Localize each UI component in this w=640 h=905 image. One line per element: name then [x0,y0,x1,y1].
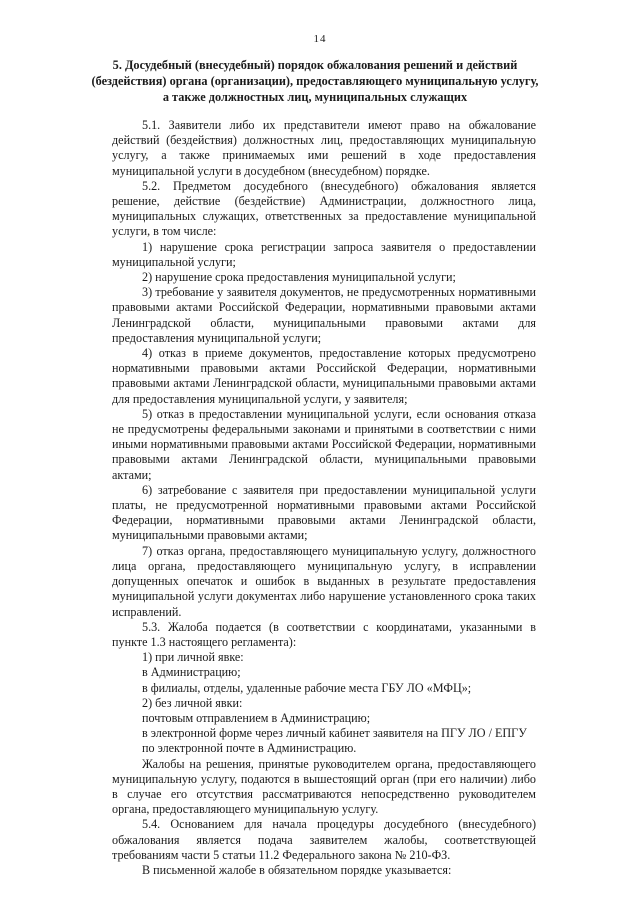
paragraph-5-3: 5.3. Жалоба подается (в соответствии с координатами, указанными в пункте 1.3 настоящего регламента): [112,619,536,649]
submission-remote: 2) без личной явки: [142,695,243,710]
list-item-2: 2) нарушение срока предоставления муниципальной услуги; [142,270,456,285]
list-item-7: 7) отказ органа, предоставляющего муниципальную услугу, должностного лица органа, предоставляющего муниципальную услугу, в исправлении допущенных опечаток и ошибок в выданных в результате предоставления муниципальной услуги документах либо нарушение установленного срока таких исправлений. [112,543,536,619]
list-item-3: 3) требование у заявителя документов, не предусмотренных нормативными правовыми актами Российской Федерации, нормативными правовыми актами Ленинградской области, муниципальными правовыми актами для предоставления муниципальной услуги; [112,285,536,345]
list-item-4: 4) отказ в приеме документов, предоставление которых предусмотрено нормативными правовыми актами Российской Федерации, нормативными правовыми актами Ленинградской области, муниципальными правовыми актами для предоставления муниципальной услуги, у заявителя; [112,346,536,406]
submission-administration: в Администрацию; [142,665,241,680]
submission-in-person: 1) при личной явке: [142,650,244,665]
list-item-5: 5) отказ в предоставлении муниципальной услуги, если основания отказа не предусмотрены федеральными законами и принятыми в соответствии с ними иными нормативными правовыми актами Российской Федерации, нормативными правовыми актами Ленинградской области, муниципальными правовыми актами; [112,406,536,482]
list-item-6: 6) затребование с заявителя при предоставлении муниципальной услуги платы, не предусмотренной нормативными правовыми актами Российской Федерации, нормативными правовыми актами Ленинградской области, муниципальными правовыми актами; [112,482,536,543]
submission-online: в электронной форме через личный кабинет заявителя на ПГУ ЛО / ЕПГУ [142,726,527,741]
document-body [112,118,536,878]
paragraph-5-1: 5.1. Заявители либо их представители имеют право на обжалование действий (бездействия) должностных лиц, предоставляющих муниципальную услугу, а также принимаемых ими решений в ходе предоставления муниципальной услуги в досудебном (внесудебном) порядке. [112,118,536,178]
list-item-1: 1) нарушение срока регистрации запроса заявителя о предоставлении муниципальной услуги; [112,239,536,269]
page-number: 14 [313,33,327,45]
submission-mfc: в филиалы, отделы, удаленные рабочие места ГБУ ЛО «МФЦ»; [142,680,472,695]
paragraph-5-2: 5.2. Предметом досудебного (внесудебного) обжалования является решение, действие (бездействие) Администрации, должностного лица, муниципальных служащих, ответственных за предоставление муниципальной услуги, в том числе: [112,178,536,239]
section-heading: 5. Досудебный (внесудебный) порядок обжалования решений и действий (бездействия) органа (организации), предоставляющего муниципальную услугу, а также должностных лиц, муниципальных служащих [91,58,539,104]
submission-mail: почтовым отправлением в Администрацию; [142,710,371,725]
paragraph-complaints-head: Жалобы на решения, принятые руководителем органа, предоставляющего муниципальную услугу, подаются в вышестоящий орган (при его наличии) либо в случае его отсутствия рассматриваются непосредственно руководителем органа, предоставляющего муниципальную услугу. [112,756,536,817]
submission-email: по электронной почте в Администрацию. [142,741,357,756]
paragraph-5-4: 5.4. Основанием для начала процедуры досудебного (внесудебного) обжалования является подача заявителем жалобы, соответствующей требованиям части 5 статьи 11.2 Федерального закона № 210-ФЗ. [112,817,536,862]
paragraph-written-complaint: В письменной жалобе в обязательном порядке указывается: [142,862,452,877]
